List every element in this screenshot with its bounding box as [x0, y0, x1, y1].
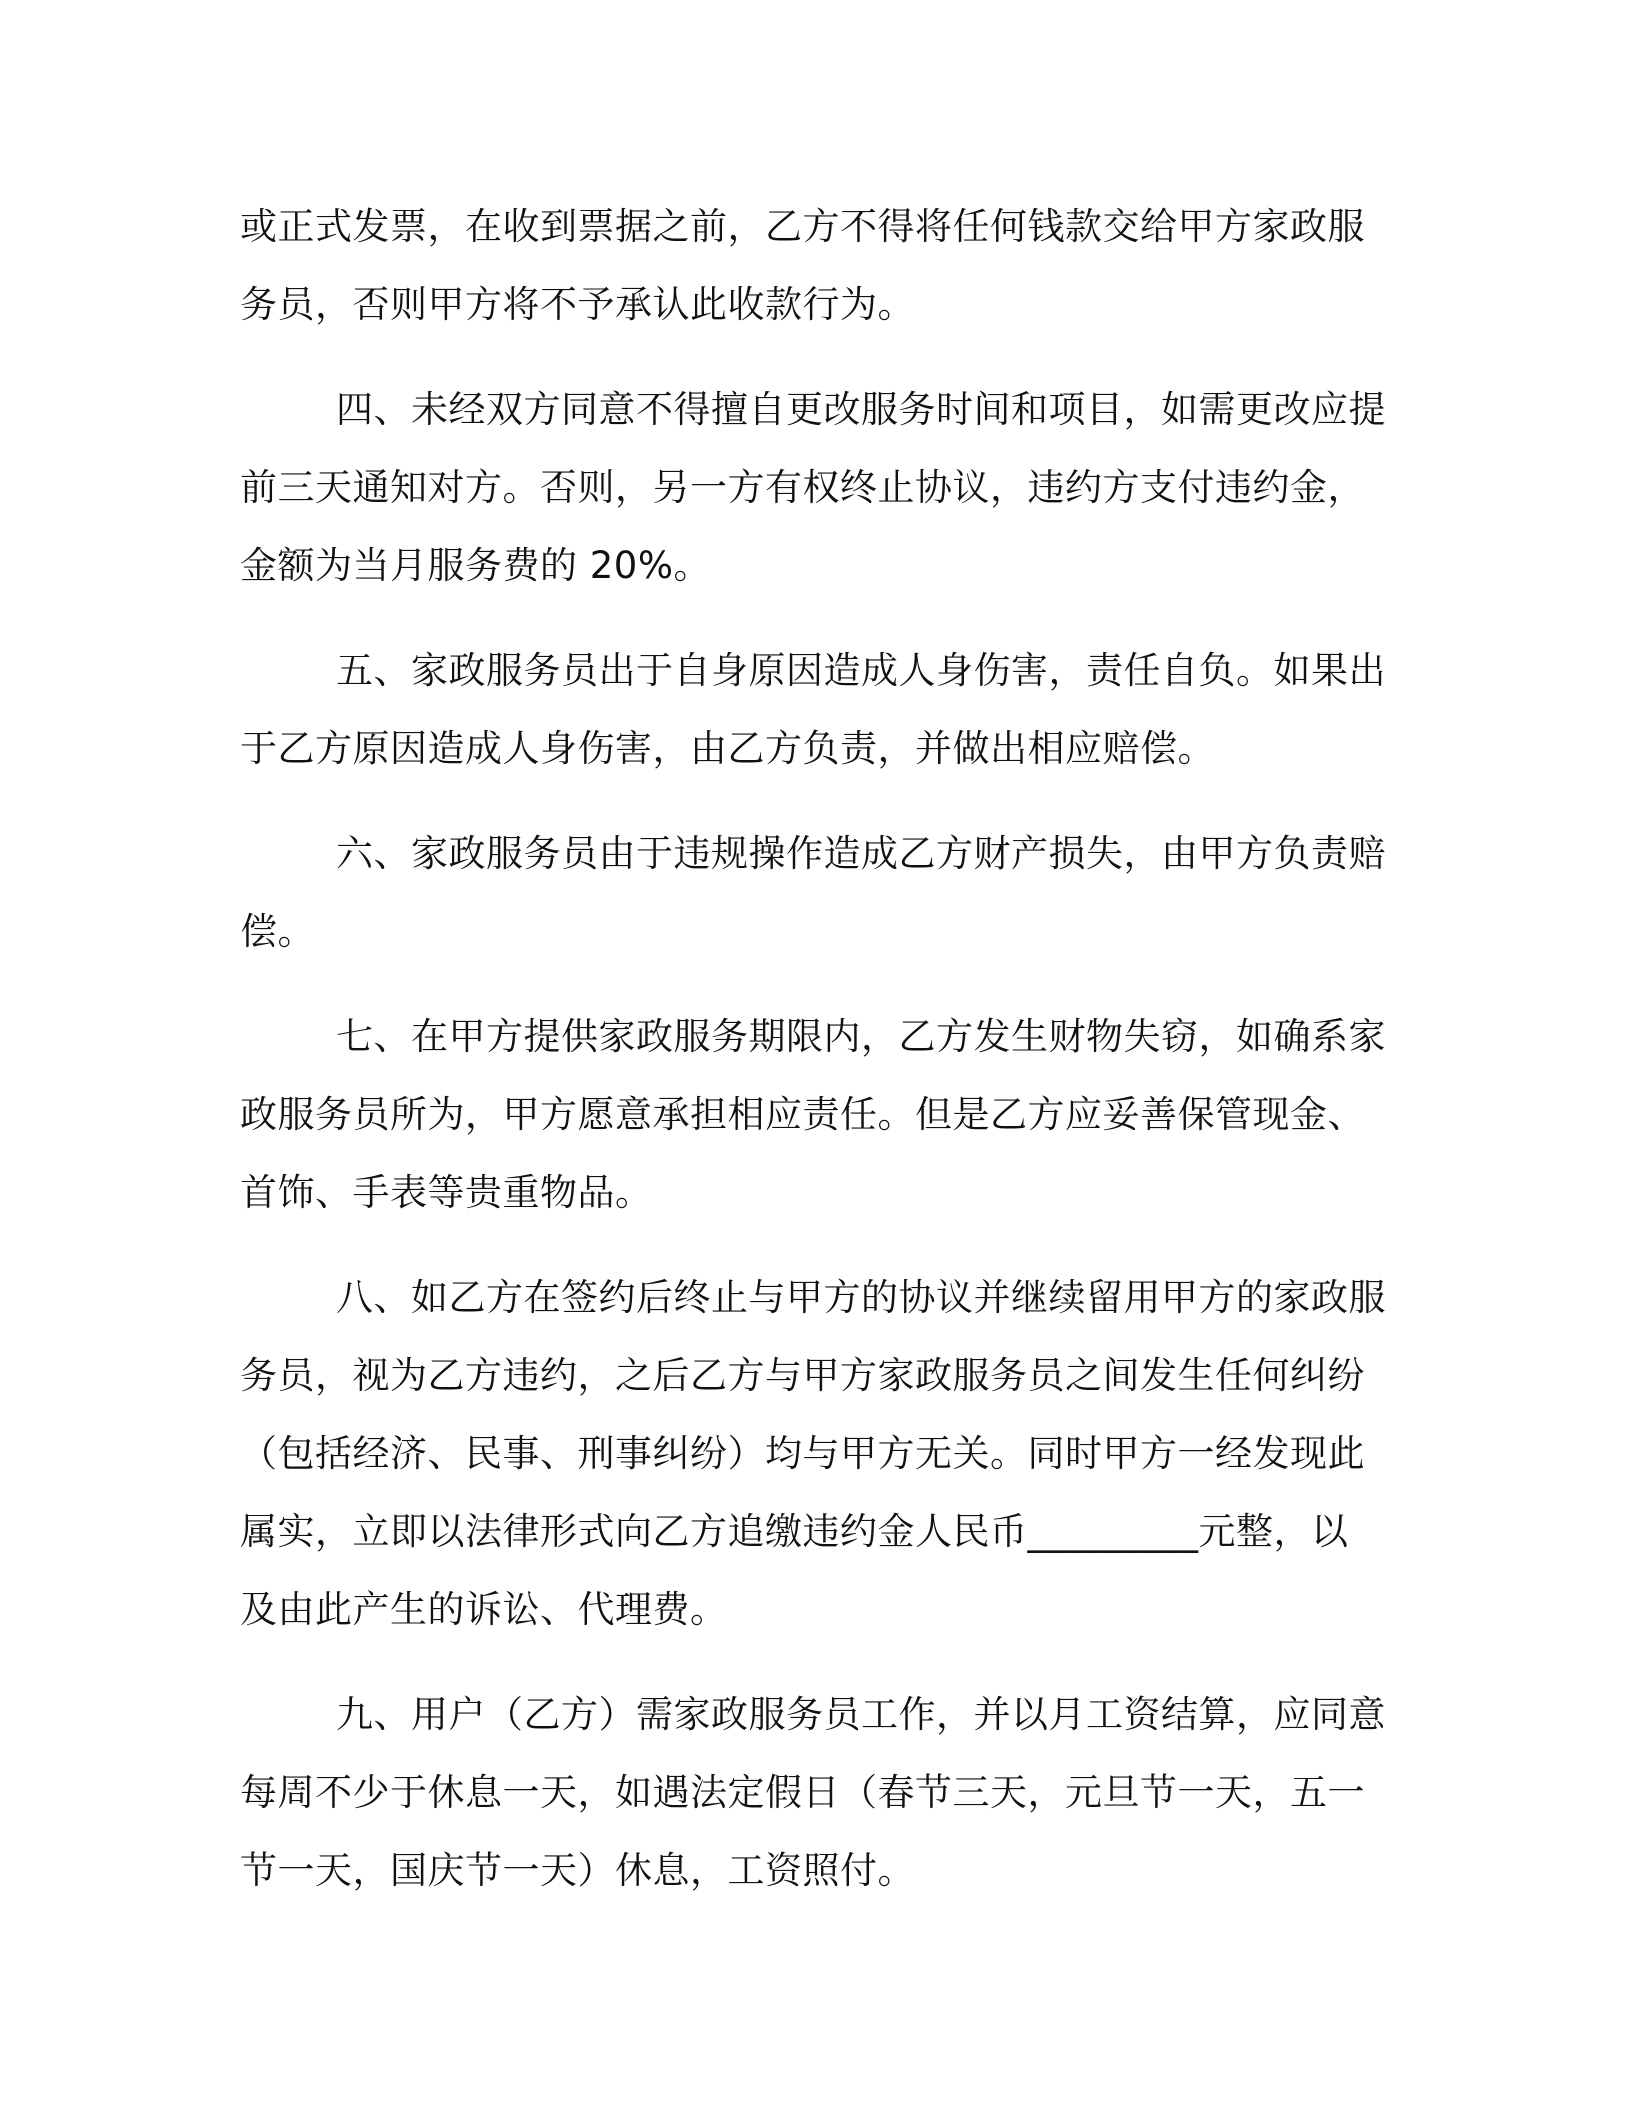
document-body: [240, 188, 1386, 1937]
paragraph-clause-9: [240, 1676, 1386, 1910]
text-line: 九、用户（乙方）需家政服务员工作，并以月工资结算，应同意: [336, 1693, 1386, 1736]
paragraph-clause-4: [240, 371, 1386, 605]
text-line: 于乙方原因造成人身伤害，由乙方负责，并做出相应赔偿。: [240, 727, 1215, 770]
paragraph-clause-8: [240, 1259, 1386, 1649]
paragraph-clause-5: [240, 632, 1386, 788]
text-line: 金额为当月服务费的 20%。: [240, 544, 711, 587]
paragraph-clause-6: [240, 815, 1386, 971]
text-line: 每周不少于休息一天，如遇法定假日（春节三天，元旦节一天，五一: [240, 1771, 1365, 1814]
text-line: 前三天通知对方。否则，另一方有权终止协议，违约方支付违约金，: [240, 466, 1365, 509]
text-line: 八、如乙方在签约后终止与甲方的协议并继续留用甲方的家政服: [336, 1276, 1386, 1319]
text-line: 七、在甲方提供家政服务期限内，乙方发生财物失窃，如确系家: [336, 1015, 1386, 1058]
text-line: 及由此产生的诉讼、代理费。: [240, 1588, 728, 1631]
text-line: 节一天，国庆节一天）休息，工资照付。: [240, 1849, 915, 1892]
text-line: 首饰、手表等贵重物品。: [240, 1171, 653, 1214]
text-line: 属实，立即以法律形式向乙方追缴违约金人民币_________元整，以: [240, 1510, 1349, 1553]
text-line: 五、家政服务员出于自身原因造成人身伤害，责任自负。如果出: [336, 649, 1386, 692]
text-line: 务员，视为乙方违约，之后乙方与甲方家政服务员之间发生任何纠纷: [240, 1354, 1365, 1397]
text-line: 六、家政服务员由于违规操作造成乙方财产损失，由甲方负责赔: [336, 832, 1386, 875]
text-line: 政服务员所为，甲方愿意承担相应责任。但是乙方应妥善保管现金、: [240, 1093, 1365, 1136]
text-line: 偿。: [240, 910, 315, 953]
text-line: 或正式发票，在收到票据之前，乙方不得将任何钱款交给甲方家政服: [240, 205, 1365, 248]
text-line: 四、未经双方同意不得擅自更改服务时间和项目，如需更改应提: [336, 388, 1386, 431]
text-line: （包括经济、民事、刑事纠纷）均与甲方无关。同时甲方一经发现此: [240, 1432, 1365, 1475]
paragraph-clause-7: [240, 998, 1386, 1232]
paragraph-payment-receipt: [240, 188, 1380, 344]
text-line: 务员，否则甲方将不予承认此收款行为。: [240, 283, 915, 326]
